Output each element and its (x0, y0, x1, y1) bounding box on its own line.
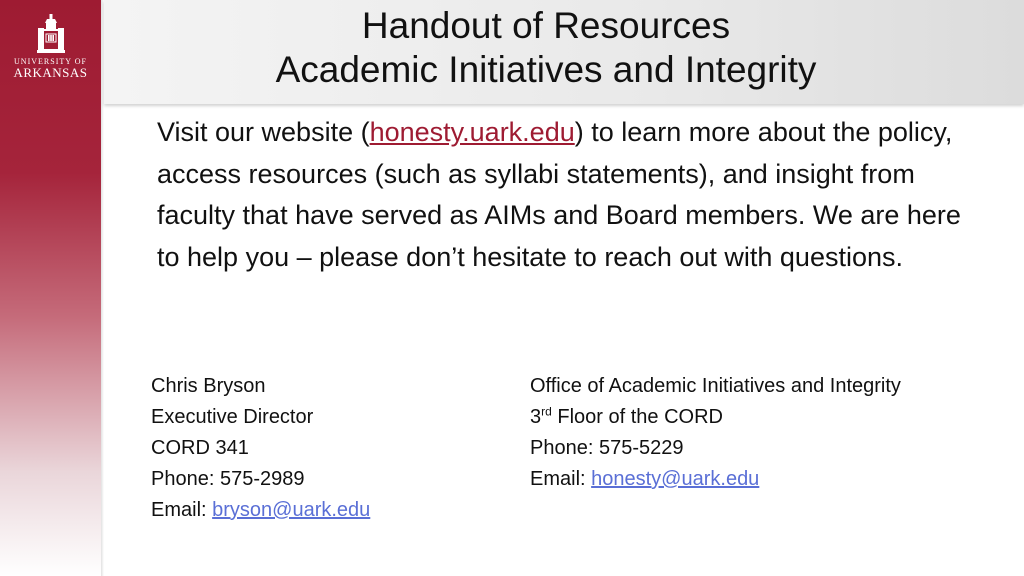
sidebar (0, 0, 101, 576)
contact-card-office (530, 371, 1000, 495)
floor-text: Floor of the CORD (551, 406, 723, 428)
email-label: Email: (151, 499, 213, 521)
office-phone: Phone: 575-5229 (530, 437, 684, 459)
contact-role: Executive Director (151, 406, 314, 428)
contact-name: Chris Bryson (151, 375, 266, 397)
old-main-building-icon (37, 14, 65, 54)
contact-phone: Phone: 575-2989 (151, 468, 305, 490)
office-email-link[interactable]: honesty@uark.edu (591, 468, 760, 490)
contact-email-row (151, 495, 511, 526)
intro-text-before-link: Visit our website ( (157, 117, 370, 147)
director-email-link[interactable]: bryson@uark.edu (212, 499, 371, 521)
title-line-1: Handout of Resources (361, 5, 731, 46)
intro-paragraph (157, 112, 977, 278)
logo-text-arkansas: ARKANSAS (13, 65, 88, 80)
floor-number: 3 (530, 406, 542, 428)
page-title (104, 4, 988, 92)
website-link[interactable]: honesty.uark.edu (369, 117, 575, 147)
university-logo (0, 14, 101, 80)
floor-ordinal: rd (541, 404, 552, 419)
logo-text-university-of: UNIVERSITY OF (14, 57, 87, 66)
office-email-row (530, 464, 1000, 495)
title-line-2: Academic Initiatives and Integrity (275, 49, 817, 90)
office-floor (530, 402, 1000, 433)
intro-text-after-link: ) to learn more about the policy, access resources (such as syllabi statements), and insight from faculty that have served as AIMs and Board members. We are here to help you – please don’t hesitate to reach out with questions. (157, 117, 961, 272)
office-name: Office of Academic Initiatives and Integrity (530, 375, 901, 397)
contact-office: CORD 341 (151, 437, 249, 459)
contact-card-director (151, 371, 511, 526)
email-label: Email: (530, 468, 592, 490)
